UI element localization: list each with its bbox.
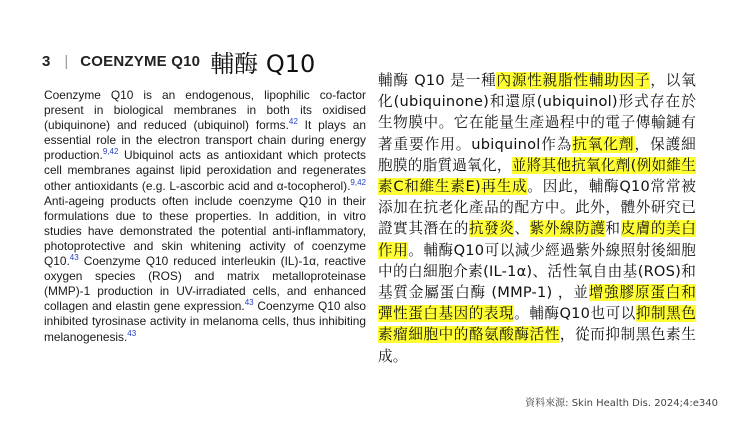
chinese-text-segment: ，從而抑制黑色素生成。 <box>378 326 696 365</box>
citation-reference[interactable]: 43 <box>244 298 254 308</box>
english-text-segment: Anti-ageing products often include coenzyme Q10 in their formulations due to these properties. In addition, in vitro studies have demonstrated the potential anti-inflammatory, photoprotective and skin whitening activity of coenzyme Q10. <box>44 193 366 269</box>
highlighted-phrase: 並將其他抗氧化劑(例如維生素C和維生素E)再生成 <box>378 156 696 196</box>
chinese-text-segment: 輔酶 Q10 是一種 <box>378 72 497 89</box>
english-text-segment: Coenzyme Q10 also inhibited tyrosinase activity in melanoma cells, thus inhibiting melanogenesis. <box>44 299 366 344</box>
source-citation: 資料來源: Skin Health Dis. 2024;4:e340 <box>525 398 718 409</box>
citation-reference[interactable]: 43 <box>69 253 79 263</box>
chinese-text-segment: 。因此，輔酶Q10常常被添加在抗老化產品的配方中。此外，體外研究已證實其潛在的 <box>378 178 696 238</box>
english-text-segment: Ubiquinol acts as antioxidant which protects cell membranes against lipid peroxidation and regenerates other antioxidants (e.g. L-ascorbic acid and α-tocopherol). <box>44 148 366 193</box>
chinese-text-segment: 、 <box>514 220 530 238</box>
english-paragraph <box>44 88 366 345</box>
section-title-chinese: 輔酶 Q10 <box>210 49 316 78</box>
chinese-text-segment: ，保護細胞膜的脂質過氧化， <box>378 135 696 174</box>
english-text-segment: It plays an essential role in the electron transport chain during energy production. <box>44 118 366 163</box>
english-text-segment: Coenzyme Q10 reduced interleukin (IL)-1α, reactive oxygen species (ROS) and matrix metalloproteinase (MMP)-1 production in UV-irradiated cells, and enhanced collagen and elastin gene expression. <box>44 254 366 314</box>
highlighted-phrase: 抗氧化劑 <box>572 135 635 153</box>
highlighted-phrase: 內源性親脂性輔助因子 <box>496 72 651 89</box>
section-header <box>42 44 315 78</box>
chinese-text-segment: 和 <box>605 220 621 238</box>
highlighted-phrase: 增強膠原蛋白和彈性蛋白基因的表現 <box>378 284 697 323</box>
section-number: 3 <box>42 52 51 70</box>
highlighted-phrase: 紫外線防護 <box>529 220 606 238</box>
citation-reference[interactable]: 9,42 <box>102 147 119 157</box>
citation-reference[interactable]: 42 <box>288 117 298 127</box>
citation-reference[interactable]: 9,42 <box>350 177 366 187</box>
chinese-text-segment: ，以氧化(ubiquinone)和還原(ubiquinol)形式存在於生物膜中。它在能量生產過程中的電子傳輸鏈有著重要作用。ubiquinol作為 <box>378 72 696 153</box>
english-text-segment: Coenzyme Q10 is an endogenous, lipophilic co-factor present in biological membranes in both its oxidised (ubiquinone) and reduced (ubiquinol) forms. <box>44 88 366 133</box>
chinese-text-segment: 。輔酶Q10可以減少經過紫外線照射後細胞中的白細胞介素(IL-1α)、活性氧自由基(ROS)和基質金屬蛋白酶 (MMP-1) ，並 <box>378 241 696 302</box>
section-title-english: COENZYME Q10 <box>80 52 201 70</box>
chinese-text-segment: 。輔酶Q10也可以 <box>514 305 636 323</box>
chinese-paragraph <box>378 70 696 367</box>
citation-reference[interactable]: 43 <box>127 328 137 338</box>
highlighted-phrase: 皮膚的美白作用 <box>378 220 697 259</box>
highlighted-phrase: 抗發炎 <box>468 220 515 238</box>
highlighted-phrase: 抑制黑色素瘤細胞中的酪氨酸酶活性 <box>378 305 696 344</box>
section-separator: | <box>64 52 69 70</box>
